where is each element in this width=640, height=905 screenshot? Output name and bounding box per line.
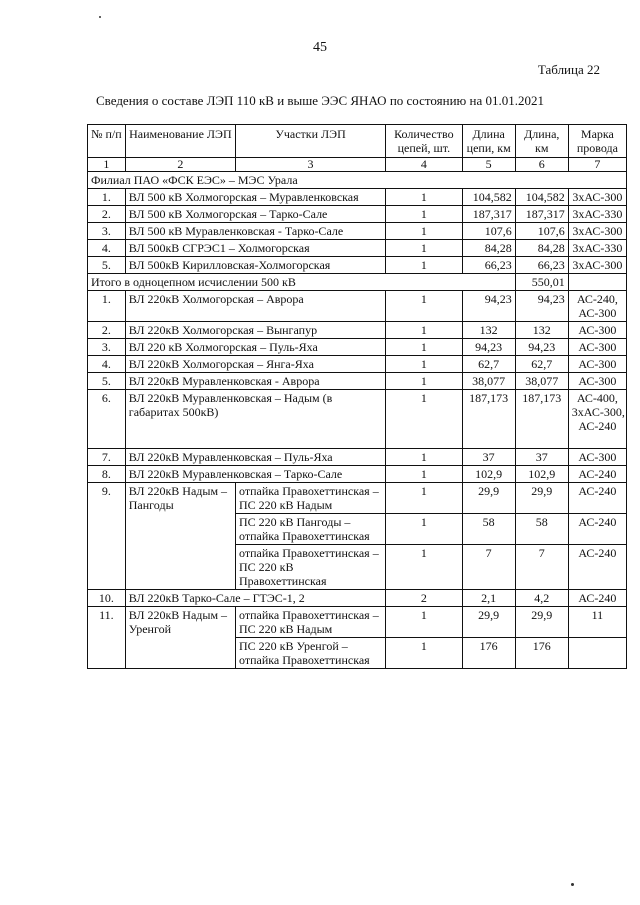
circuits: 1	[386, 322, 463, 339]
wire-brand: АС-400, 3хАС-300, АС-240	[568, 390, 626, 449]
wire-brand: АС-300	[568, 373, 626, 390]
line-name: ВЛ 220кВ Муравленковская - Аврора	[125, 373, 385, 390]
wire-brand: АС-300	[568, 339, 626, 356]
total-row-500	[88, 274, 627, 291]
line-name: ВЛ 500 кВ Холмогорская – Тарко-Сале	[125, 206, 385, 223]
line-section: ПС 220 кВ Пангоды – отпайка Правохеттинская	[236, 514, 386, 545]
chain-length: 2,1	[462, 590, 515, 607]
row-num: 2.	[88, 206, 126, 223]
length: 187,173	[515, 390, 568, 449]
chain-length: 107,6	[462, 223, 515, 240]
row-num: 7.	[88, 449, 126, 466]
row-num: 3.	[88, 223, 126, 240]
wire-brand: АС-300	[568, 449, 626, 466]
wire-brand: 3хАС-300	[568, 257, 626, 274]
scan-speck	[99, 16, 101, 18]
line-section: отпайка Правохеттинская – ПС 220 кВ Надым	[236, 607, 386, 638]
table-row	[88, 590, 627, 607]
wire-brand: АС-240	[568, 590, 626, 607]
row-num: 3.	[88, 339, 126, 356]
line-name: ВЛ 500 кВ Холмогорская – Муравленковская	[125, 189, 385, 206]
line-name: ВЛ 220кВ Муравленковская – Надым (в габаритах 500кВ)	[125, 390, 385, 449]
chain-length: 66,23	[462, 257, 515, 274]
line-name: ВЛ 220 кВ Холмогорская – Пуль-Яха	[125, 339, 385, 356]
circuits: 1	[386, 291, 463, 322]
chain-length: 37	[462, 449, 515, 466]
length: 104,582	[515, 189, 568, 206]
line-name: ВЛ 500кВ Кирилловская-Холмогорская	[125, 257, 385, 274]
column-number: 7	[568, 158, 626, 172]
circuits: 2	[386, 590, 463, 607]
header-name: Наименование ЛЭП	[125, 125, 235, 158]
table-row	[88, 390, 627, 449]
chain-length: 29,9	[462, 483, 515, 514]
circuits: 1	[386, 206, 463, 223]
line-section: отпайка Правохеттинская – ПС 220 кВ Надым	[236, 483, 386, 514]
circuits: 1	[386, 223, 463, 240]
table-header-row	[88, 125, 627, 158]
section-branch: Филиал ПАО «ФСК ЕЭС» – МЭС Урала	[88, 172, 627, 189]
line-name: ВЛ 220кВ Муравленковская – Пуль-Яха	[125, 449, 385, 466]
wire-brand: АС-240	[568, 466, 626, 483]
line-section: ПС 220 кВ Уренгой – отпайка Правохеттинская	[236, 638, 386, 669]
chain-length: 94,23	[462, 291, 515, 322]
line-name: ВЛ 220кВ Холмогорская – Вынгапур	[125, 322, 385, 339]
table-row	[88, 206, 627, 223]
circuits: 1	[386, 545, 463, 590]
row-num: 1.	[88, 291, 126, 322]
row-num: 9.	[88, 483, 126, 590]
circuits: 1	[386, 607, 463, 638]
wire-brand: АС-240	[568, 483, 626, 514]
column-numbers-row	[88, 158, 627, 172]
row-num: 5.	[88, 257, 126, 274]
length: 132	[515, 322, 568, 339]
chain-length: 104,582	[462, 189, 515, 206]
section-row-branch	[88, 172, 627, 189]
line-section: отпайка Правохеттинская – ПС 220 кВ Правохеттинская	[236, 545, 386, 590]
length: 94,23	[515, 291, 568, 322]
circuits: 1	[386, 339, 463, 356]
line-name: ВЛ 220кВ Муравленковская – Тарко-Сале	[125, 466, 385, 483]
circuits: 1	[386, 466, 463, 483]
table-row	[88, 291, 627, 322]
chain-length: 29,9	[462, 607, 515, 638]
circuits: 1	[386, 240, 463, 257]
table-row	[88, 466, 627, 483]
chain-length: 187,317	[462, 206, 515, 223]
chain-length: 94,23	[462, 339, 515, 356]
chain-length: 176	[462, 638, 515, 669]
document-title: Сведения о составе ЛЭП 110 кВ и выше ЭЭС ЯНАО по состоянию на 01.01.2021	[95, 93, 544, 108]
length: 29,9	[515, 607, 568, 638]
length: 62,7	[515, 356, 568, 373]
length: 66,23	[515, 257, 568, 274]
length: 58	[515, 514, 568, 545]
header-chain-length: Длина цепи, км	[462, 125, 515, 158]
length: 94,23	[515, 339, 568, 356]
header-circuits: Количество цепей, шт.	[386, 125, 463, 158]
length: 29,9	[515, 483, 568, 514]
table-row	[88, 322, 627, 339]
wire-brand: 3хАС-300	[568, 189, 626, 206]
row-num: 4.	[88, 356, 126, 373]
wire-brand: АС-240	[568, 514, 626, 545]
circuits: 1	[386, 514, 463, 545]
row-num: 2.	[88, 322, 126, 339]
length: 37	[515, 449, 568, 466]
length: 38,077	[515, 373, 568, 390]
row-num: 6.	[88, 390, 126, 449]
line-name: ВЛ 220кВ Холмогорская – Янга-Яха	[125, 356, 385, 373]
column-number: 2	[125, 158, 235, 172]
chain-length: 38,077	[462, 373, 515, 390]
table-row	[88, 240, 627, 257]
table-row	[88, 356, 627, 373]
line-name: ВЛ 500кВ СГРЭС1 – Холмогорская	[125, 240, 385, 257]
wire-brand: АС-240, АС-300	[568, 291, 626, 322]
line-name: ВЛ 220кВ Надым – Пангоды	[125, 483, 235, 590]
length: 84,28	[515, 240, 568, 257]
table-row	[88, 483, 627, 514]
table-row	[88, 607, 627, 638]
column-number: 5	[462, 158, 515, 172]
header-sections: Участки ЛЭП	[236, 125, 386, 158]
chain-length: 187,173	[462, 390, 515, 449]
length: 7	[515, 545, 568, 590]
table-row	[88, 373, 627, 390]
wire-brand: АС-240	[568, 545, 626, 590]
length: 176	[515, 638, 568, 669]
header-wire: Марка провода	[568, 125, 626, 158]
header-length: Длина, км	[515, 125, 568, 158]
page-number: 45	[313, 40, 327, 55]
length: 4,2	[515, 590, 568, 607]
total-empty	[568, 274, 626, 291]
chain-length: 62,7	[462, 356, 515, 373]
circuits: 1	[386, 189, 463, 206]
wire-brand: АС-300	[568, 356, 626, 373]
circuits: 1	[386, 390, 463, 449]
wire-brand: 3хАС-300	[568, 223, 626, 240]
circuits: 1	[386, 373, 463, 390]
wire-brand: 3хАС-330	[568, 240, 626, 257]
row-num: 8.	[88, 466, 126, 483]
row-num: 1.	[88, 189, 126, 206]
chain-length: 7	[462, 545, 515, 590]
row-num: 5.	[88, 373, 126, 390]
circuits: 1	[386, 638, 463, 669]
wire-brand: 11	[568, 607, 626, 638]
column-number: 6	[515, 158, 568, 172]
circuits: 1	[386, 449, 463, 466]
chain-length: 58	[462, 514, 515, 545]
table-label: Таблица 22	[537, 62, 600, 77]
power-lines-table	[87, 124, 627, 669]
scan-speck	[571, 883, 574, 886]
chain-length: 132	[462, 322, 515, 339]
circuits: 1	[386, 257, 463, 274]
chain-length: 84,28	[462, 240, 515, 257]
circuits: 1	[386, 356, 463, 373]
line-name: ВЛ 220кВ Надым – Уренгой	[125, 607, 235, 669]
line-name: ВЛ 220кВ Холмогорская – Аврора	[125, 291, 385, 322]
total-label: Итого в одноцепном исчислении 500 кВ	[88, 274, 516, 291]
row-num: 11.	[88, 607, 126, 669]
line-name: ВЛ 220кВ Тарко-Сале – ГТЭС-1, 2	[125, 590, 385, 607]
table-row	[88, 449, 627, 466]
table-row	[88, 223, 627, 240]
circuits: 1	[386, 483, 463, 514]
total-value: 550,01	[515, 274, 568, 291]
header-num: № п/п	[88, 125, 126, 158]
row-num: 4.	[88, 240, 126, 257]
wire-brand: 3хАС-330	[568, 206, 626, 223]
length: 107,6	[515, 223, 568, 240]
line-name: ВЛ 500 кВ Муравленковская - Тарко-Сале	[125, 223, 385, 240]
column-number: 1	[88, 158, 126, 172]
wire-brand	[568, 638, 626, 669]
column-number: 4	[386, 158, 463, 172]
row-num: 10.	[88, 590, 126, 607]
length: 102,9	[515, 466, 568, 483]
column-number: 3	[236, 158, 386, 172]
length: 187,317	[515, 206, 568, 223]
chain-length: 102,9	[462, 466, 515, 483]
table-row	[88, 189, 627, 206]
table-row	[88, 339, 627, 356]
wire-brand: АС-300	[568, 322, 626, 339]
table-row	[88, 257, 627, 274]
